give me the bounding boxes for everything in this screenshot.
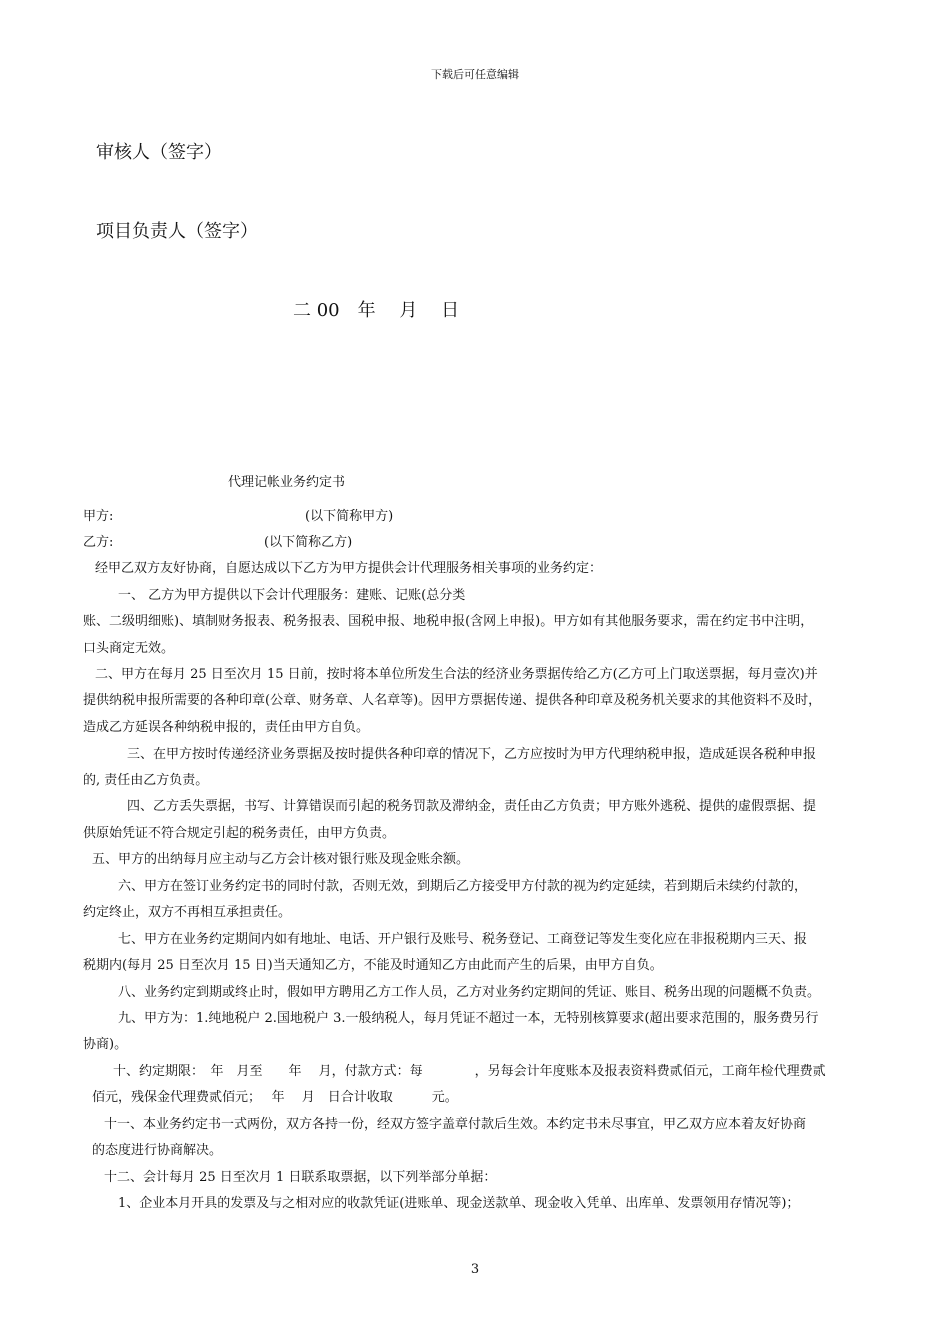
contract-line: 1、企业本月开具的发票及与之相对应的收款凭证(进账单、现金送款单、现金收入凭单、出库单、发票领用存情况等)； <box>118 1196 800 1211</box>
contract-line: 一、 乙方为甲方提供以下会计代理服务：建账、记账(总分类 <box>118 588 466 603</box>
contract-line: 五、甲方的出纳每月应主动与乙方会计核对银行账及现金账余额。 <box>92 852 470 867</box>
party-b-label: 乙方: <box>83 535 114 550</box>
contract-line: 提供纳税申报所需要的各种印章(公章、财务章、人名章等)。因甲方票据传递、提供各种印章及税务机关要求的其他资料不及时， <box>83 693 822 708</box>
contract-line: 的, 责任由乙方负责。 <box>83 773 209 788</box>
signature-date: 二 00 年 月 日 <box>293 300 460 321</box>
contract-line: 造成乙方延误各种纳税申报的，责任由甲方自负。 <box>83 720 370 735</box>
contract-line: 约定终止，双方不再相互承担责任。 <box>83 905 292 920</box>
page-header: 下载后可任意编辑 <box>431 68 519 81</box>
party-a-note: (以下简称甲方) <box>305 509 394 524</box>
contract-line: 协商)。 <box>83 1037 128 1052</box>
contract-line: 税期内(每月 25 日至次月 15 日)当天通知乙方，不能及时通知乙方由此而产生的后果，由甲方自负。 <box>83 958 663 973</box>
contract-line: 十一、本业务约定书一式两份，双方各持一份，经双方签字盖章付款后生效。本约定书未尽事宜，甲乙双方应本着友好协商 <box>104 1117 807 1132</box>
party-b-note: (以下简称乙方) <box>264 535 353 550</box>
contract-line: 十二、会计每月 25 日至次月 1 日联系取票据，以下列举部分单据： <box>104 1170 497 1185</box>
contract-line: 九、甲方为：1.纯地税户 2.国地税户 3.一般纳税人，每月凭证不超过一本，无特别核算要求(超出要求范围的，服务费另行 <box>118 1011 819 1026</box>
contract-line: 七、甲方在业务约定期间内如有地址、电话、开户银行及账号、税务登记、工商登记等发生变化应在非报税期内三天、报 <box>118 932 808 947</box>
contract-line: 供原始凭证不符合规定引起的税务责任，由甲方负责。 <box>83 826 396 841</box>
contract-line: 账、二级明细账)、填制财务报表、税务报表、国税申报、地税申报(含网上申报)。甲方如有其他服务要求，需在约定书中注明， <box>83 614 814 629</box>
contract-line: 口头商定无效。 <box>83 641 175 656</box>
project-lead-signature-label: 项目负责人（签字） <box>96 221 258 242</box>
reviewer-signature-label: 审核人（签字） <box>96 142 222 163</box>
party-a-label: 甲方: <box>83 509 114 524</box>
contract-line: 经甲乙双方友好协商，自愿达成以下乙方为甲方提供会计代理服务相关事项的业务约定： <box>95 561 603 576</box>
contract-title: 代理记帐业务约定书 <box>228 475 346 490</box>
contract-line: 二、甲方在每月 25 日至次月 15 日前，按时将本单位所发生合法的经济业务票据传给乙方(乙方可上门取送票据，每月壹次)并 <box>95 667 818 682</box>
contract-line: 佰元，残保金代理费贰佰元； 年 月 日合计收取 元。 <box>92 1090 458 1105</box>
contract-line: 三、在甲方按时传递经济业务票据及按时提供各种印章的情况下，乙方应按时为甲方代理纳税申报，造成延误各税种申报 <box>127 747 817 762</box>
contract-line: 十、约定期限： 年 月至 年 月，付款方式：每 ，另每会计年度账本及报表资料费贰佰元，工商年检代理费贰 <box>113 1064 826 1079</box>
contract-line: 的态度进行协商解决。 <box>92 1143 223 1158</box>
page-number: 3 <box>470 1262 480 1277</box>
contract-line: 六、甲方在签订业务约定书的同时付款，否则无效，到期后乙方接受甲方付款的视为约定延续，若到期后未续约付款的， <box>118 879 808 894</box>
contract-line: 四、乙方丢失票据，书写、计算错误而引起的税务罚款及滞纳金，责任由乙方负责；甲方账外逃税、提供的虚假票据、提 <box>127 799 817 814</box>
contract-line: 八、业务约定到期或终止时，假如甲方聘用乙方工作人员，乙方对业务约定期间的凭证、账目、税务出现的问题概不负责。 <box>118 985 821 1000</box>
